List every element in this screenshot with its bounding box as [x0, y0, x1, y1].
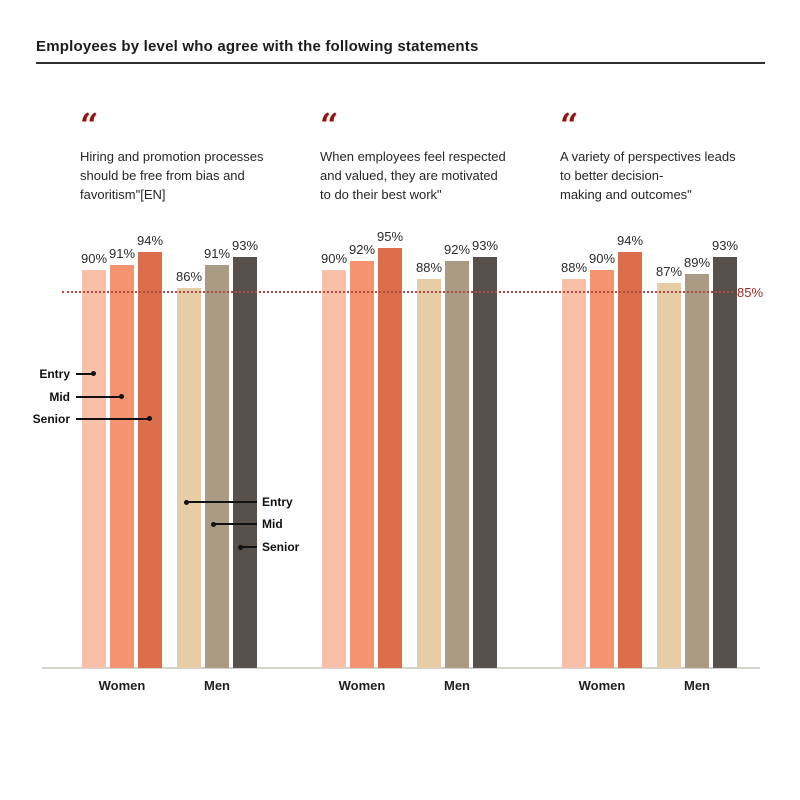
bar-men-mid	[445, 261, 469, 668]
bar-men-senior	[233, 257, 257, 668]
category-label-women: Women	[338, 678, 386, 693]
bar-men-senior	[713, 257, 737, 668]
category-label-men: Men	[444, 678, 470, 693]
bar-value-label: 88%	[560, 259, 588, 275]
annotation-line	[241, 546, 257, 548]
annotation-line	[187, 501, 257, 503]
annotation-dot	[119, 394, 124, 399]
annotation-dot	[147, 416, 152, 421]
bar-value-label: 94%	[616, 233, 644, 249]
quote-line: favoritism"[EN]	[80, 187, 166, 202]
bar-value-label: 91%	[108, 246, 136, 262]
bar-women-entry	[322, 270, 346, 668]
annotation-label-entry-men: Entry	[262, 495, 293, 509]
annotation-label-senior-women: Senior	[32, 412, 70, 426]
quote-line: and valued, they are motivated	[320, 168, 498, 183]
bar-women-entry	[562, 279, 586, 668]
bar-value-label: 90%	[80, 250, 108, 266]
bar-value-label: 92%	[443, 242, 471, 258]
quote-mark-icon: “	[80, 106, 97, 144]
bar-men-senior	[473, 257, 497, 668]
bar-women-entry	[82, 270, 106, 668]
bar-women-senior	[618, 252, 642, 668]
bar-men-mid	[205, 265, 229, 668]
category-label-women: Women	[98, 678, 146, 693]
quote-line: should be free from bias and	[80, 168, 245, 183]
bar-value-label: 94%	[136, 233, 164, 249]
bar-value-label: 93%	[471, 237, 499, 253]
annotation-line	[76, 418, 149, 420]
bar-value-label: 88%	[415, 259, 443, 275]
annotation-line	[214, 523, 257, 525]
category-label-men: Men	[684, 678, 710, 693]
reference-line-label: 85%	[737, 285, 764, 300]
quote-mark-icon: “	[320, 106, 337, 144]
bar-value-label: 90%	[320, 250, 348, 266]
quote-line: to better decision-	[560, 168, 664, 183]
quote-line: making and outcomes"	[560, 187, 692, 202]
bar-men-mid	[685, 274, 709, 668]
bar-value-label: 93%	[711, 237, 739, 253]
bar-value-label: 92%	[348, 242, 376, 258]
bar-women-senior	[138, 252, 162, 668]
annotation-label-senior-men: Senior	[262, 540, 300, 554]
reference-line-85	[62, 291, 733, 293]
quote-line: A variety of perspectives leads	[560, 149, 736, 164]
annotation-label-mid-women: Mid	[49, 390, 70, 404]
bar-value-label: 89%	[683, 255, 711, 271]
annotation-line	[76, 396, 121, 398]
bar-women-mid	[350, 261, 374, 668]
bar-women-mid	[590, 270, 614, 668]
quote-line: to do their best work"	[320, 187, 442, 202]
quote-line: Hiring and promotion processes	[80, 149, 264, 164]
bar-men-entry	[417, 279, 441, 668]
bar-value-label: 93%	[231, 237, 259, 253]
quote-line: When employees feel respected	[320, 149, 506, 164]
bar-men-entry	[657, 283, 681, 668]
bar-women-senior	[378, 248, 402, 668]
bar-value-label: 90%	[588, 250, 616, 266]
category-label-men: Men	[204, 678, 230, 693]
annotation-label-entry-women: Entry	[39, 367, 70, 381]
bar-value-label: 86%	[175, 268, 203, 284]
page-title: Employees by level who agree with the following statements	[36, 38, 479, 55]
bar-value-label: 91%	[203, 246, 231, 262]
bar-value-label: 87%	[655, 264, 683, 280]
quote-mark-icon: “	[560, 106, 577, 144]
annotation-label-mid-men: Mid	[262, 517, 283, 531]
bar-men-entry	[177, 288, 201, 668]
bar-value-label: 95%	[376, 228, 404, 244]
category-label-women: Women	[578, 678, 626, 693]
bar-women-mid	[110, 265, 134, 668]
annotation-dot	[91, 371, 96, 376]
